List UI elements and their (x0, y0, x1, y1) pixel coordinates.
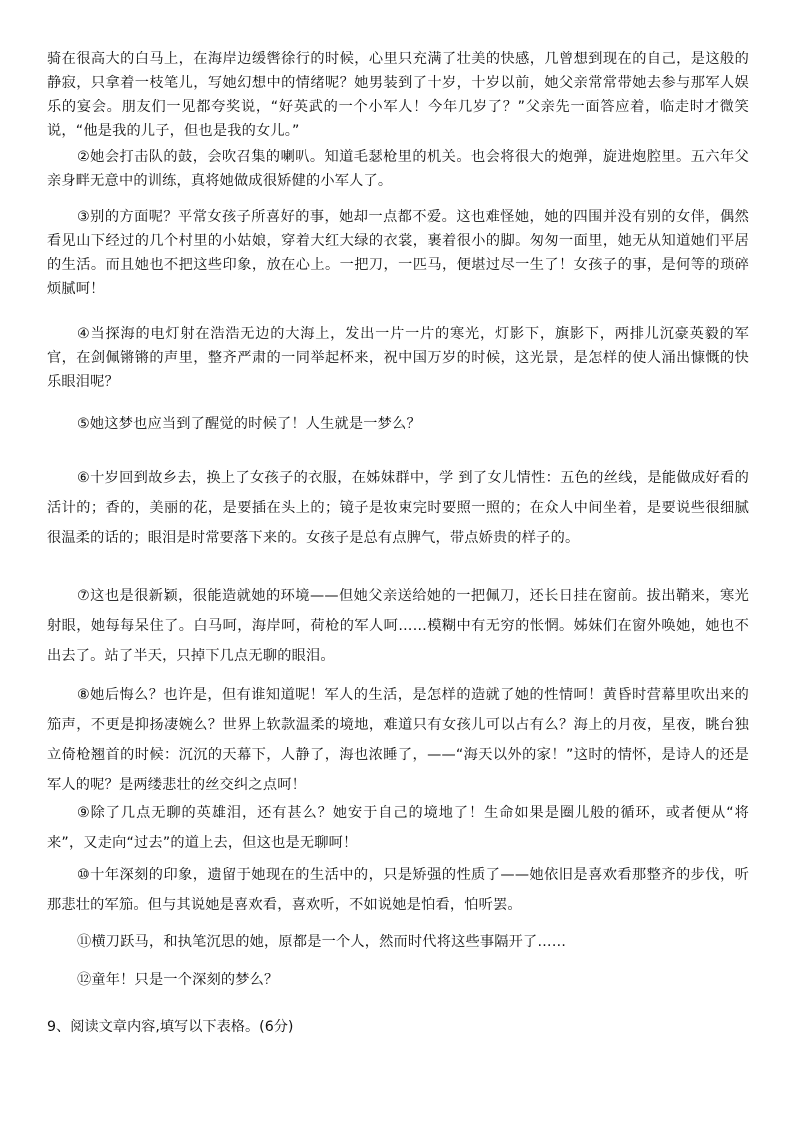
paragraph-6: ⑥十岁回到故乡去，换上了女孩子的衣服，在姊妹群中，学 到了女儿情性：五色的丝线，是能做成好看的活计的；香的，美丽的花，是要插在头上的；镜子是妆束完时要照一照的；在众人中间坐着，是要说些很细腻很温柔的话的；眼泪是时常要落下来的。女孩子是总有点脾气，带点娇贵的样子的。 (47, 470, 749, 546)
paragraph-9: ⑨除了几点无聊的英雄泪，还有甚么？她安于自己的境地了！生命如果是圈儿般的循环，或者便从“将来”，又走向“过去”的道上去，但这也是无聊呵！ (47, 805, 749, 851)
paragraph-3: ③别的方面呢？平常女孩子所喜好的事，她却一点都不爱。这也难怪她，她的四围并没有别的女伴，偶然看见山下经过的几个村里的小姑娘，穿着大红大绿的衣裳，裹着很小的脚。匆匆一面里，她无从知道她们平居的生活。而且她也不把这些印象，放在心上。一把刀，一匹马，便堪过尽一生了！女孩子的事，是何等的琐碎烦腻呵！ (47, 209, 749, 297)
paragraph-12: ⑫童年！只是一个深刻的梦么？ (77, 972, 279, 988)
paragraph-7: ⑦这也是很新颖，很能造就她的环境——但她父亲送给她的一把佩刀，还长日挂在窗前。拔出鞘来，寒光射眼，她每每呆住了。白马呵，海岸呵，荷枪的军人呵……模糊中有无穷的怅惘。姊妹们在窗外唤她，她也不出去了。站了半天，只掉下几点无聊的眼泪。 (47, 588, 749, 664)
paragraph-4: ④当探海的电灯射在浩浩无边的大海上，发出一片一片的寒光，灯影下，旗影下，两排儿沉豪英毅的军官，在剑佩锵锵的声里，整齐严肃的一同举起杯来，祝中国万岁的时候，这光景，是怎样的使人涌出慷慨的快乐眼泪呢？ (47, 326, 749, 390)
question-9: 9、阅读文章内容,填写以下表格。(6分) (47, 1019, 294, 1035)
paragraph-2: ②她会打击队的鼓，会吹召集的喇叭。知道毛瑟枪里的机关。也会将很大的炮弹，旋进炮腔里。五六年父亲身畔无意中的训练，真将她做成很矫健的小军人了。 (47, 149, 749, 189)
paragraph-5: ⑤她这梦也应当到了醒觉的时候了！人生就是一梦么？ (77, 416, 421, 432)
paragraph-1-continuation: 骑在很高大的白马上，在海岸边缓辔徐行的时候，心里只充满了壮美的快感，几曾想到现在的自己，是这般的静寂，只拿着一枝笔儿，写她幻想中的情绪呢？她男装到了十岁，十岁以前，她父亲常常带她去参与那军人娱乐的宴会。朋友们一见都夸奖说，“好英武的一个小军人！今年几岁了？”父亲先一面答应着，临走时才微笑说，“他是我的儿子，但也是我的女儿。” (47, 51, 749, 139)
paragraph-8: ⑧她后悔么？也许是，但有谁知道呢！军人的生活，是怎样的造就了她的性情呵！黄昏时营幕里吹出来的笳声，不更是抑扬凄婉么？世界上软款温柔的境地，难道只有女孩儿可以占有么？海上的月夜，星夜，眺台独立倚枪翘首的时候：沉沉的天幕下，人静了，海也浓睡了，——“海天以外的家！”这时的情怀，是诗人的还是军人的呢？是两缕悲壮的丝交纠之点呵！ (47, 687, 749, 793)
paragraph-11: ⑪横刀跃马，和执笔沉思的她，原都是一个人，然而时代将这些事隔开了…… (77, 934, 567, 950)
paragraph-10: ⑩十年深刻的印象，遗留于她现在的生活中的，只是矫强的性质了——她依旧是喜欢看那整齐的步伐，听那悲壮的军笳。但与其说她是喜欢看，喜欢听，不如说她是怕看，怕听罢。 (47, 867, 749, 913)
